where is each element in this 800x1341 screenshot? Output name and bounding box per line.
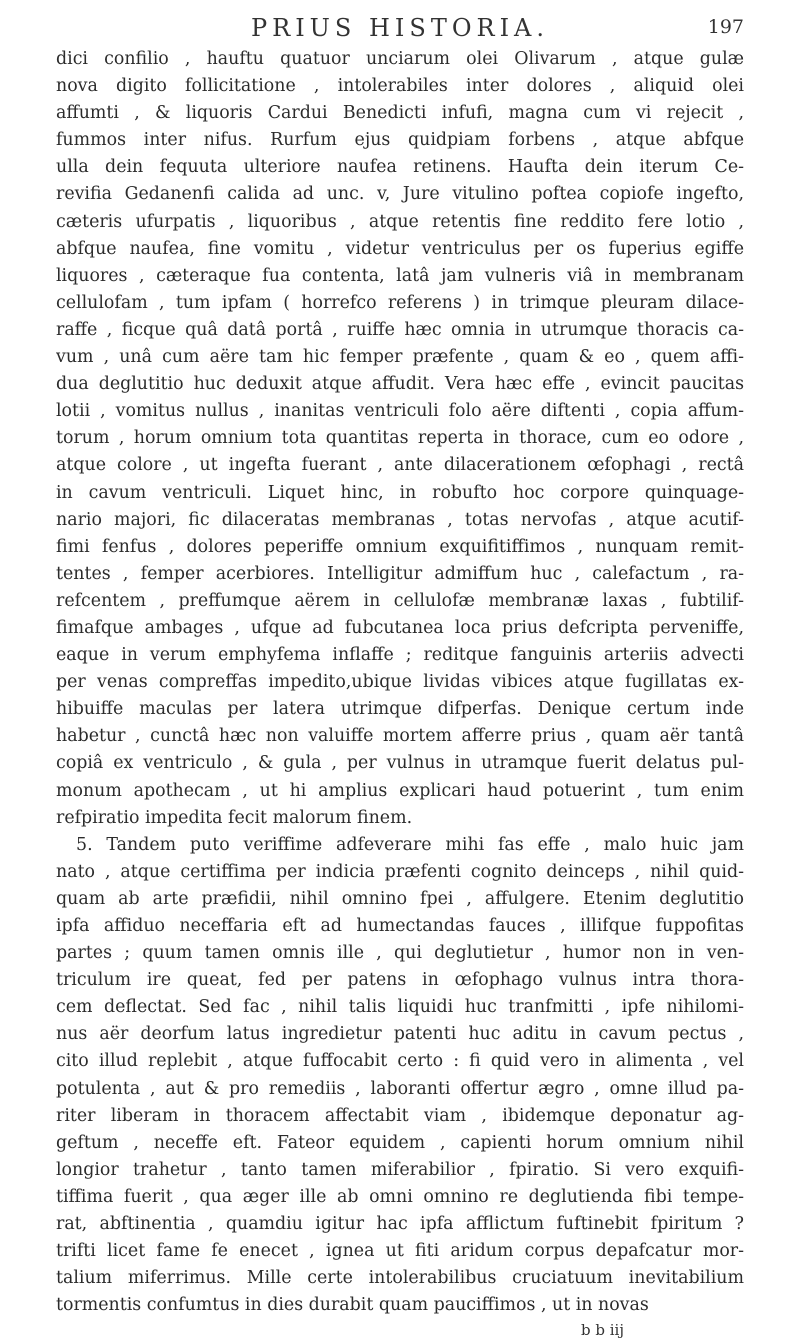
text-line: abfque naufea, fine vomitu , videtur ventriculus per os fuperius egiffe <box>56 238 744 259</box>
text-line: talium miferrimus. Mille certe intolerabilibus cruciatuum inevitabilium <box>56 1268 744 1289</box>
text-line: refcentem , preffumque aërem in cellulofæ membranæ laxas , fubtilif- <box>56 590 744 611</box>
text-line: nario majori, fic dilaceratas membranas , totas nervofas , atque acutif- <box>56 509 744 530</box>
text-line: trifti licet fame fe enecet , ignea ut fiti aridum corpus depafcatur mor- <box>56 1241 744 1262</box>
text-line: tormentis confumtus in dies durabit quam pauciffimos , ut in novas <box>56 1295 649 1316</box>
text-line: refpiratio impedita fecit malorum finem. <box>56 807 413 828</box>
text-line: nova digito follicitatione , intolerabiles inter dolores , aliquid olei <box>56 76 744 97</box>
text-line: dici confilio , hauftu quatuor unciarum olei Olivarum , atque gulæ <box>56 49 744 69</box>
text-line: hibuiffe maculas per latera utrimque difperfas. Denique certum inde <box>56 699 744 720</box>
text-line: tiffima fuerit , qua æger ille ab omni omnino re deglutienda fibi tempe- <box>56 1186 744 1207</box>
text-line: longior trahetur , tanto tamen miferabilior , fpiratio. Si vero exquifi- <box>56 1159 744 1180</box>
text-line: cellulofam , tum ipfam ( horrefco referens ) in trimque pleuram dilace- <box>56 292 744 313</box>
signature-mark: b b iij <box>581 1321 624 1340</box>
text-line: revifia Gedanenfi calida ad unc. v, Jure vitulino poftea copiofe ingefto, <box>56 184 744 205</box>
text-line: copiâ ex ventriculo , & gula , per vulnus in utramque fuerit delatus pul- <box>56 753 744 774</box>
text-line: quam ab arte præfidii, nihil omnino fpei , affulgere. Etenim deglutitio <box>56 888 744 909</box>
text-line: in cavum ventriculi. Liquet hinc, in robufto hoc corpore quinquage- <box>56 482 744 503</box>
running-head-title: PRIUS HISTORIA. <box>250 14 550 42</box>
text-line: cito illud replebit , atque fuffocabit certo : fi quid vero in alimenta , vel <box>56 1051 744 1072</box>
text-line: cem deflectat. Sed fac , nihil talis liquidi huc tranfmitti , ipfe nihilomi- <box>56 997 744 1018</box>
text-line: nus aër deorfum latus ingredietur patenti huc aditu in cavum pectus , <box>56 1024 744 1045</box>
text-line: nato , atque certiffima per indicia præfenti cognito deinceps , nihil quid- <box>56 861 744 882</box>
text-line: 5. Tandem puto veriffime adfeverare mihi fas effe , malo huic jam <box>76 834 744 855</box>
text-line: ulla dein fequuta ulteriore naufea retinens. Haufta dein iterum Ce- <box>56 157 744 178</box>
text-line: affumti , & liquoris Cardui Benedicti infufi, magna cum vi rejecit , <box>56 103 744 124</box>
text-line: fimafque ambages , ufque ad fubcutanea loca prius defcripta perveniffe, <box>56 617 744 638</box>
text-line: tentes , femper acerbiores. Intelligitur admiffum huc , calefactum , ra- <box>56 563 744 584</box>
text-line: fummos inter nifus. Rurfum ejus quidpiam forbens , atque abfque <box>56 130 744 151</box>
text-line: liquores , cæteraque fua contenta, latâ jam vulneris viâ in membranam <box>56 265 744 286</box>
text-line: monum apothecam , ut hi amplius explicari haud potuerint , tum enim <box>56 780 744 801</box>
text-line: atque colore , ut ingefta fuerant , ante dilacerationem œfophagi , rectâ <box>56 455 744 476</box>
text-line: ipfa affiduo neceffaria eft ad humectandas fauces , illifque fuppofitas <box>56 916 744 936</box>
text-line: riter liberam in thoracem affectabit viam , ibidemque deponatur ag- <box>56 1105 744 1126</box>
text-line: partes ; quum tamen omnis ille , qui deglutietur , humor non in ven- <box>56 943 744 964</box>
text-line: torum , horum omnium tota quantitas reperta in thorace, cum eo odore , <box>56 428 744 449</box>
text-line: rat, abftinentia , quamdiu igitur hac ipfa afflictum fuftinebit fpiritum ? <box>56 1214 744 1235</box>
text-line: cæteris ufurpatis , liquoribus , atque retentis fine reddito fere lotio , <box>56 211 744 232</box>
text-line: eaque in verum emphyfema inflaffe ; reditque fanguinis arteriis advecti <box>56 645 744 666</box>
text-line: fimi fenfus , dolores peperiffe omnium exquifitiffimos , nunquam remit- <box>56 536 744 557</box>
text-line: lotii , vomitus nullus , inanitas ventriculi folo aëre diftenti , copia affum- <box>56 401 744 422</box>
text-line: geftum , neceffe eft. Fateor equidem , capienti horum omnium nihil <box>56 1132 744 1153</box>
text-line: habetur , cunctâ hæc non valuiffe mortem afferre prius , quam aër tantâ <box>56 726 744 747</box>
text-line: vum , unâ cum aëre tam hic femper præfente , quam & eo , quem affi- <box>56 347 744 368</box>
text-line: raffe , ficque quâ datâ portâ , ruiffe hæc omnia in utrumque thoracis ca- <box>56 319 744 340</box>
page-number: 197 <box>707 16 744 38</box>
running-head <box>56 0 744 46</box>
text-line: triculum ire queat, fed per patens in œfophago vulnus intra thora- <box>56 970 744 991</box>
text-line: dua deglutitio huc deduxit atque affudit. Vera hæc effe , evincit paucitas <box>56 374 744 395</box>
body-text <box>56 46 744 1319</box>
text-line: per venas compreffas impedito,ubique lividas vibices atque fugillatas ex- <box>56 672 744 693</box>
text-line: potulenta , aut & pro remediis , laboranti offertur ægro , omne illud pa- <box>56 1078 744 1099</box>
